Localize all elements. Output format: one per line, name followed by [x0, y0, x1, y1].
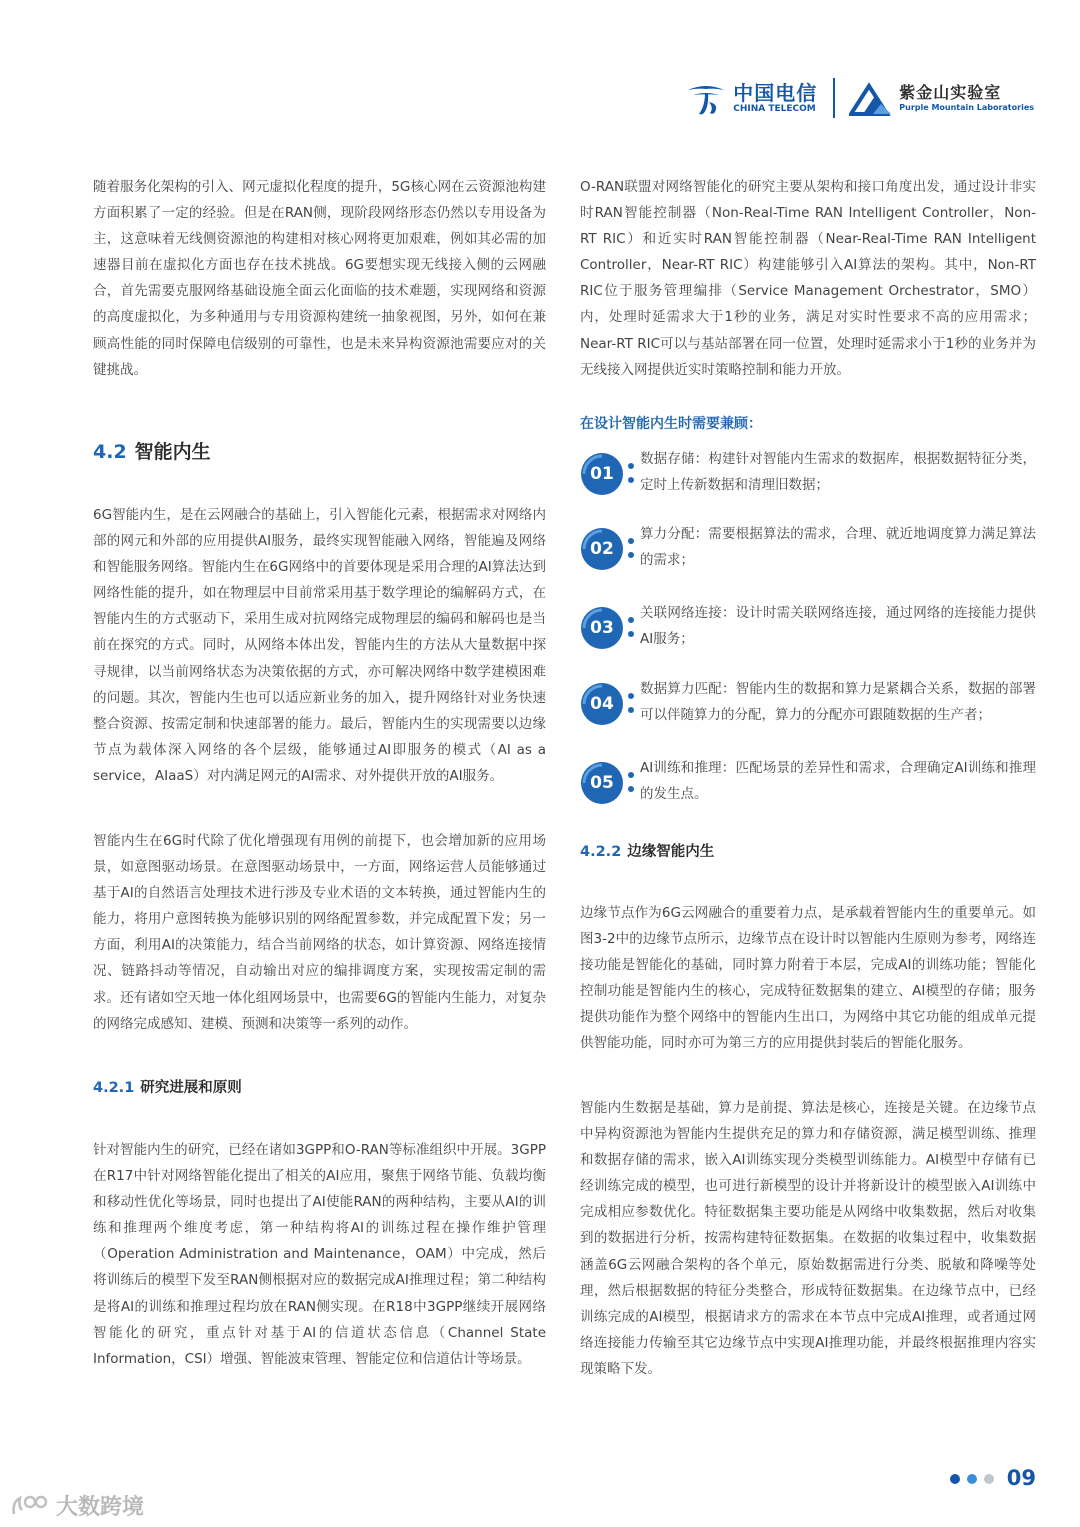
- intro-paragraph: 随着服务化架构的引入、网元虚拟化程度的提升，5G核心网在云资源池构建方面积累了一定的经验。但是在RAN侧，现阶段网络形态仍然以专用设备为主，这意味着无线侧资源池的构建相对核心网将更加艰难，例如其必需的加速器目前在虚拟化方面也存在技术挑战。6G要想实现无线接入侧的云网融合，首先需要克服网络基础设施全面云化面临的技术难题，实现网络和资源的高度虚拟化，为多种通用与专用资源构建统一抽象视图，另外，如何在兼顾高性能的同时保障电信级别的可靠性，也是未来异构资源池需要应对的关键挑战。: [93, 179, 546, 378]
- purple-mountain-logo: [849, 80, 1034, 116]
- china-telecom-cn: 中国电信: [733, 80, 818, 105]
- watermark-text: 大数跨境: [56, 1495, 145, 1520]
- subsection-number-2: 4.2.2: [580, 844, 622, 860]
- list-item: [580, 680, 1036, 740]
- item-text: 数据算力匹配：智能内生的数据和算力是紧耦合关系，数据的部署可以伴随算力的分配，算力的分配亦可跟随数据的生产者；: [640, 681, 1036, 724]
- subsection-number-1: 4.2.1: [93, 1080, 135, 1096]
- item-text: 算力分配：需要根据算法的需求，合理、就近地调度算力满足算法的需求；: [640, 526, 1036, 569]
- badge-number: 03: [590, 618, 614, 638]
- watermark-logo-icon: [10, 1492, 50, 1520]
- logo-divider: [833, 78, 835, 118]
- indicator-dot: [967, 1474, 977, 1484]
- edge-paragraph-2: 智能内生数据是基础，算力是前提、算法是核心，连接是关键。在边缘节点中异构资源池为智能内生提供充足的算力和存储资源，满足模型训练、推理和数据存储的需求，嵌入AI训练实现分类模型训练能力。AI模型中存储有已经训练完成的模型，也可进行新模型的设计并将新设计的模型嵌入AI训练中完成相应参数优化。特征数据集主要功能是从网络中收集数据，然后对收集到的数据进行分析，按需构建特征数据集。在数据的收集过程中，收集数据涵盖6G云网融合架构的各个单元，原始数据需进行分类、脱敏和降噪等处理，然后根据数据的特征分类整合，形成特征数据集。在边缘节点中，已经训练完成的AI模型，根据请求方的需求在本节点中完成AI推理，或者通过网络连接能力传输至其它边缘节点中实现AI推理功能，并最终根据推理内容实现策略下发。: [580, 1100, 1036, 1377]
- badge: [580, 525, 638, 575]
- item-text: 数据存储：构建针对智能内生需求的数据库，根据数据特征分类，定时上传新数据和清理旧数据；: [640, 451, 1036, 494]
- subsection-title-2: 边缘智能内生: [627, 844, 715, 860]
- edge-paragraph-1: 边缘节点作为6G云网融合的重要着力点，是承载着智能内生的重要单元。如图3-2中的边缘节点所示，边缘节点在设计时以智能内生原则为参考，网络连接功能是智能化的基础，同时算力附着于本层，完成AI的训练功能；智能化控制功能是智能内生的核心，完成特征数据集的建立、AI模型的存储；服务提供功能作为整个网络中的智能内生出口，为网络中其它功能的组成单元提供智能功能，同时亦可为第三方的应用提供封装后的智能化服务。: [580, 905, 1036, 1052]
- badge-number: 02: [590, 539, 614, 559]
- badge-number: 01: [590, 464, 614, 484]
- subsection-heading-2: [580, 840, 1036, 861]
- list-item: [580, 525, 1036, 585]
- badge: [580, 759, 638, 809]
- subsection-heading-1: [93, 1076, 546, 1097]
- badge-number: 04: [590, 694, 614, 714]
- section-heading: [93, 437, 546, 464]
- badge: [580, 604, 638, 654]
- subsection-title-1: 研究进展和原则: [140, 1080, 242, 1096]
- header: [685, 76, 1034, 120]
- mountain-icon: [849, 80, 893, 116]
- item-text: AI训练和推理：匹配场景的差异性和需求，合理确定AI训练和推理的发生点。: [640, 760, 1036, 803]
- list-item: [580, 450, 1036, 510]
- page-number: 09: [1006, 1466, 1036, 1490]
- section-title: 智能内生: [134, 441, 211, 463]
- list-item: [580, 759, 1036, 819]
- page-indicator-dots: [950, 1474, 994, 1484]
- indicator-dot: [950, 1474, 960, 1484]
- item-text: 关联网络连接：设计时需关联网络连接，通过网络的连接能力提供AI服务；: [640, 605, 1036, 648]
- subsection-paragraph-1: 针对智能内生的研究，已经在诸如3GPP和O-RAN等标准组织中开展。3GPP在R17中针对网络智能化提出了相关的AI应用，聚焦于网络节能、负载均衡和移动性优化等场景，同时也提出了AI使能RAN的两种结构，主要从AI的训练和推理两个维度考虑，第一种结构将AI的训练过程在操作维护管理（Operation Administration and Maintenance，OAM）中完成，然后将训练后的模型下发至RAN侧根据对应的数据完成AI推理过程；第二种结构是将AI的训练和推理过程均放在RAN侧实现。在R18中3GPP继续开展网络智能化的研究，重点针对基于AI的信道状态信息（Channel State Information，CSI）增强、智能波束管理、智能定位和信道估计等场景。: [93, 1142, 546, 1367]
- china-telecom-icon: [685, 80, 727, 116]
- purple-mountain-en: Purple Mountain Laboratories: [899, 103, 1034, 112]
- china-telecom-en: CHINA TELECOM: [733, 103, 816, 114]
- purple-mountain-cn: 紫金山实验室: [899, 83, 1002, 102]
- design-lead-text: 在设计智能内生时需要兼顾：: [580, 416, 762, 432]
- china-telecom-logo: [685, 80, 817, 116]
- badge: [580, 680, 638, 730]
- section-paragraph-2: 智能内生在6G时代除了优化增强现有用例的前提下，也会增加新的应用场景，如意图驱动场景。在意图驱动场景中，一方面，网络运营人员能够通过基于AI的自然语言处理技术进行涉及专业术语的文本转换，通过智能内生的能力，将用户意图转换为能够识别的网络配置参数，并完成配置下发；另一方面，利用AI的决策能力，结合当前网络的状态，如计算资源、网络连接情况、链路抖动等情况，自动输出对应的编排调度方案，实现按需定制的需求。还有诸如空天地一体化组网场景中，也需要6G的智能内生能力，对复杂的网络完成感知、建模、预测和决策等一系列的动作。: [93, 833, 546, 1032]
- badge-number: 05: [590, 773, 614, 793]
- watermark: [10, 1490, 144, 1521]
- list-item: [580, 604, 1036, 664]
- oran-paragraph: O-RAN联盟对网络智能化的研究主要从架构和接口角度出发，通过设计非实时RAN智能控制器（Non-Real-Time RAN Intelligent Controller，Non-RT RIC）和近实时RAN智能控制器（Near-Real-Time RAN Intelligent Controller，Near-RT RIC）构建能够引入AI算法的架构。其中，Non-RT RIC位于服务管理编排（Service Management Orchestrator，SMO）内，处理时延需求大于1秒的业务，满足对实时性要求不高的应用需求；Near-RT RIC可以与基站部署在同一位置，处理时延需求小于1秒的业务并为无线接入网提供近实时策略控制和能力开放。: [580, 179, 1036, 378]
- badge: [580, 450, 638, 500]
- indicator-dot: [984, 1474, 994, 1484]
- section-number: 4.2: [93, 441, 127, 463]
- section-paragraph-1: 6G智能内生，是在云网融合的基础上，引入智能化元素，根据需求对网络内部的网元和外部的应用提供AI服务，最终实现智能融入网络，智能遍及网络和智能服务网络。智能内生在6G网络中的首要体现是采用合理的AI算法达到网络性能的提升，如在物理层中目前常采用基于数学理论的编解码方式，在智能内生的方式驱动下，采用生成对抗网络完成物理层的编码和解码也是当前在探究的方式。同时，从网络本体出发，智能内生的方法从大量数据中探寻规律，以当前网络状态为决策依据的方式，亦可解决网络中数学建模困难的问题。其次，智能内生也可以适应新业务的加入，提升网络针对业务快速整合资源、按需定制和快速部署的能力。最后，智能内生的实现需要以边缘节点为载体深入网络的各个层级，能够通过AI即服务的模式（AI as a service，AIaaS）对内满足网元的AI需求、对外提供开放的AI服务。: [93, 507, 546, 784]
